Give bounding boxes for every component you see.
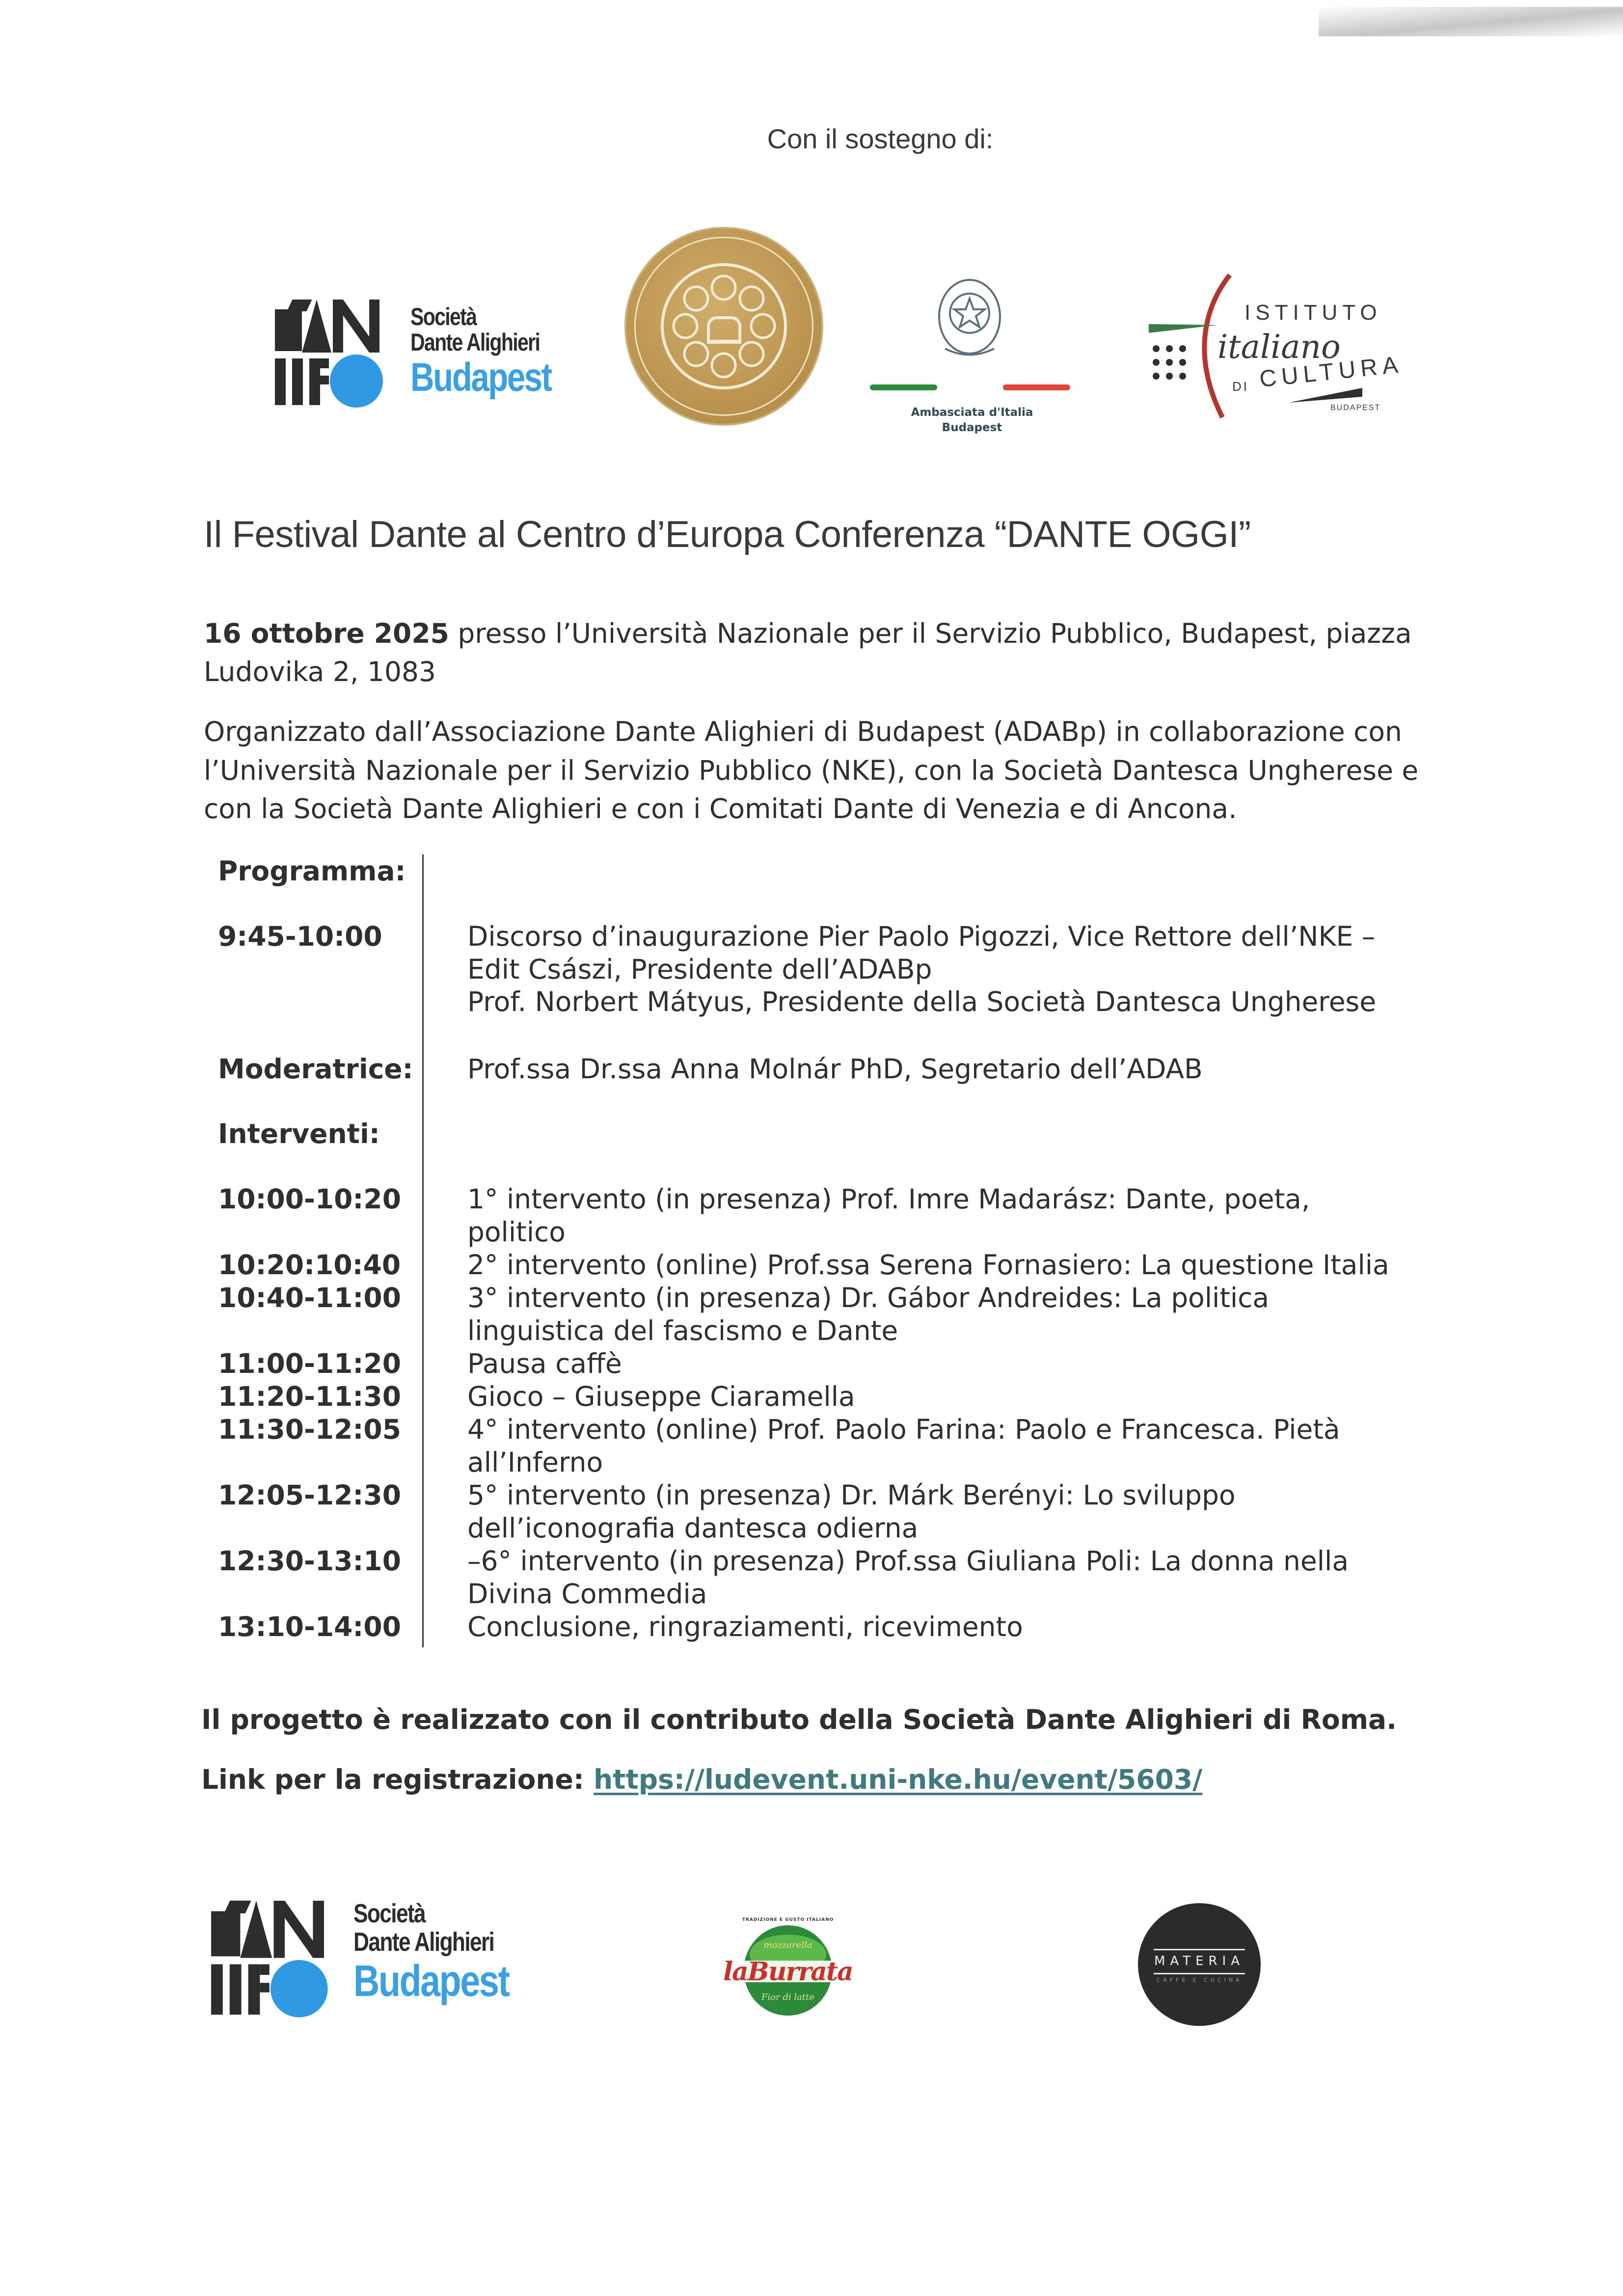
burrata-mozzarella: mozzarella bbox=[763, 1940, 812, 1950]
venue-text: presso l’Università Nazionale per il Servizio Pubblico, Budapest, piazza bbox=[449, 618, 1412, 649]
burrata-fiordilatte: Fior di latte bbox=[761, 1992, 815, 2002]
materia-subtitle: CAFFÈ E CUCINA bbox=[1156, 1977, 1243, 1983]
schedule-text: –6° intervento (in presenza) Prof.ssa Giuliana Poli: La donna nella bbox=[467, 1545, 1349, 1577]
flag-green-stripe bbox=[870, 384, 937, 390]
schedule-time: 11:00-11:20 bbox=[218, 1348, 401, 1379]
dante-alighieri-logo-top bbox=[275, 295, 582, 408]
contribution-note: Il progetto è realizzato con il contributo della Società Dante Alighieri di Roma. bbox=[201, 1704, 1397, 1735]
schedule-time: 12:05-12:30 bbox=[218, 1479, 401, 1511]
registration-line bbox=[201, 1764, 1202, 1795]
schedule-time: 10:40-11:00 bbox=[218, 1282, 401, 1313]
materia-rule-bottom bbox=[1154, 1973, 1245, 1974]
organizer-line-3: con la Società Dante Alighieri e con i Comitati Dante di Venezia e di Ancona. bbox=[204, 793, 1237, 824]
schedule-text: Gioco – Giuseppe Ciaramella bbox=[467, 1381, 855, 1412]
program-heading: Programma: bbox=[218, 855, 406, 887]
burrata-tagline: TRADIZIONE E GUSTO ITALIANO bbox=[742, 1917, 834, 1922]
schedule-text-cont: politico bbox=[467, 1216, 566, 1248]
iic-sub: BUDAPEST bbox=[1330, 404, 1381, 412]
schedule-text: 2° intervento (online) Prof.ssa Serena Fornasiero: La questione Italia bbox=[467, 1249, 1389, 1281]
opening-line-2: Edit Császi, Presidente dell’ADABp bbox=[467, 954, 932, 985]
scan-artifact bbox=[1319, 7, 1623, 36]
date-line-1 bbox=[204, 618, 1412, 649]
la-burrata-logo bbox=[722, 1917, 854, 2021]
registration-label: Link per la registrazione: bbox=[201, 1764, 594, 1795]
dante-logo-line3: Budapest bbox=[410, 355, 551, 400]
embassy-logo bbox=[854, 265, 1090, 442]
talks-heading: Interventi: bbox=[218, 1118, 380, 1149]
iic-line3: DI bbox=[1232, 379, 1249, 394]
flag-red-stripe bbox=[1003, 384, 1070, 390]
organizer-line-1: Organizzato dall’Associazione Dante Alighieri di Budapest (ADABp) in collaborazione con bbox=[204, 716, 1402, 747]
materia-rule-top bbox=[1154, 1949, 1245, 1950]
opening-line-3: Prof. Norbert Mátyus, Presidente della Società Dantesca Ungherese bbox=[467, 986, 1377, 1017]
italian-emblem-icon bbox=[933, 275, 1006, 368]
schedule-text: 1° intervento (in presenza) Prof. Imre Madarász: Dante, poeta, bbox=[467, 1183, 1310, 1215]
dante-mark-icon bbox=[275, 295, 398, 408]
materia-logo bbox=[1138, 1903, 1261, 2026]
iic-line4: CULTURA bbox=[1258, 351, 1405, 393]
schedule-text: Pausa caffè bbox=[467, 1348, 622, 1379]
opening-line-1: Discorso d’inaugurazione Pier Paolo Pigozzi, Vice Rettore dell’NKE – bbox=[467, 921, 1376, 952]
schedule-text: Conclusione, ringraziamenti, ricevimento bbox=[467, 1611, 1023, 1642]
schedule-text: 4° intervento (online) Prof. Paolo Farina: Paolo e Francesca. Pietà bbox=[467, 1414, 1340, 1445]
schedule-text-cont: all’Inferno bbox=[467, 1447, 603, 1478]
moderator-label: Moderatrice: bbox=[218, 1053, 413, 1085]
program-divider bbox=[422, 854, 424, 1647]
dante-logo-line1: Società bbox=[353, 1899, 426, 1928]
dante-logo-line3: Budapest bbox=[353, 1957, 509, 2006]
schedule-text: 5° intervento (in presenza) Dr. Márk Berényi: Lo sviluppo bbox=[467, 1479, 1236, 1511]
venue-address: Ludovika 2, 1083 bbox=[204, 656, 436, 687]
dante-logo-line2: Dante Alighieri bbox=[353, 1927, 494, 1957]
organizer-line-2: l’Università Nazionale per il Servizio Pubblico (NKE), con la Società Dantesca Ungherese e bbox=[204, 755, 1419, 786]
moderator-value: Prof.ssa Dr.ssa Anna Molnár PhD, Segretario dell’ADAB bbox=[467, 1053, 1203, 1085]
embassy-line2: Budapest bbox=[942, 421, 1002, 435]
dante-alighieri-logo-bottom bbox=[211, 1895, 543, 2008]
schedule-text: 3° intervento (in presenza) Dr. Gábor Andreides: La politica bbox=[467, 1282, 1270, 1313]
dante-logo-line1: Società bbox=[410, 303, 477, 330]
page-title: Il Festival Dante al Centro d’Europa Conferenza “DANTE OGGI” bbox=[204, 514, 1251, 555]
schedule-time: 12:30-13:10 bbox=[218, 1545, 401, 1577]
dante-mark-icon bbox=[211, 1895, 344, 2017]
iic-line1: ISTITUTO bbox=[1244, 301, 1382, 325]
schedule-text-cont: dell’iconografia dantesca odierna bbox=[467, 1512, 919, 1544]
materia-wordmark: MATERIA bbox=[1154, 1954, 1245, 1968]
opening-time: 9:45-10:00 bbox=[218, 921, 382, 952]
crown-icon bbox=[707, 316, 741, 344]
schedule-time: 11:20-11:30 bbox=[218, 1381, 401, 1412]
schedule-text-cont: linguistica del fascismo e Dante bbox=[467, 1315, 898, 1346]
schedule-text-cont: Divina Commedia bbox=[467, 1578, 707, 1610]
burrata-wordmark: laBurrata bbox=[723, 1957, 853, 1987]
schedule-time: 13:10-14:00 bbox=[218, 1611, 401, 1642]
iic-line2: italiano bbox=[1217, 328, 1341, 366]
schedule-time: 10:00-10:20 bbox=[218, 1183, 401, 1215]
support-label: Con il sostegno di: bbox=[767, 123, 994, 154]
dante-logo-line2: Dante Alighieri bbox=[410, 328, 540, 356]
schedule-time: 10:20:10:40 bbox=[218, 1249, 401, 1281]
schedule-time: 11:30-12:05 bbox=[218, 1414, 401, 1445]
event-date: 16 ottobre 2025 bbox=[204, 618, 449, 649]
embassy-line1: Ambasciata d'Italia bbox=[911, 406, 1033, 419]
university-seal-logo bbox=[624, 227, 823, 426]
istituto-italiano-cultura-logo bbox=[1144, 270, 1438, 427]
registration-link[interactable]: https://ludevent.uni-nke.hu/event/5603/ bbox=[594, 1764, 1203, 1795]
